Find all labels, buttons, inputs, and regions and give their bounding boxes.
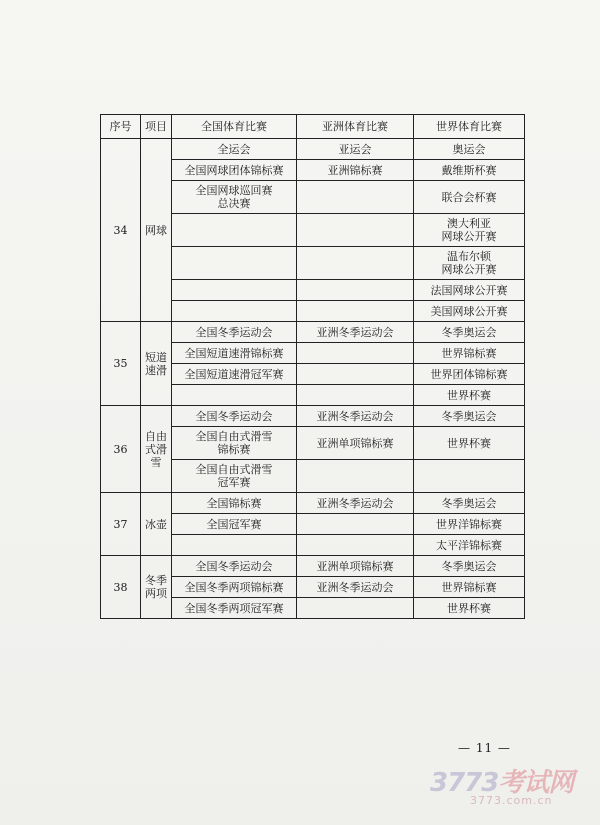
world-event: 冬季奥运会: [414, 493, 525, 514]
table-row: [101, 556, 525, 577]
world-event: 奥运会: [414, 139, 525, 160]
national-event: 全国网球巡回赛 总决赛: [172, 181, 297, 214]
national-event: 全运会: [172, 139, 297, 160]
world-event: 冬季奥运会: [414, 406, 525, 427]
world-event: 世界锦标赛: [414, 343, 525, 364]
national-event: [172, 385, 297, 406]
national-event: 全国短道速滑锦标赛: [172, 343, 297, 364]
asian-event: [297, 214, 414, 247]
asian-event: [297, 343, 414, 364]
asian-event: [297, 280, 414, 301]
national-event: [172, 247, 297, 280]
asian-event: 亚洲单项锦标赛: [297, 556, 414, 577]
sport-name: 短道 速滑: [141, 322, 172, 406]
table-row: [101, 139, 525, 160]
watermark-logo-accent: 考试网: [498, 768, 574, 798]
world-event: 法国网球公开赛: [414, 280, 525, 301]
asian-event: 亚洲冬季运动会: [297, 406, 414, 427]
watermark-url: 3773.com.cn: [470, 794, 553, 807]
asian-event: [297, 181, 414, 214]
national-event: 全国自由式滑雪 冠军赛: [172, 460, 297, 493]
sport-name: 冬季 两项: [141, 556, 172, 619]
sport-name: 网球: [141, 139, 172, 322]
table-row: [101, 406, 525, 427]
sport-number: 36: [101, 406, 141, 493]
world-event: 澳大利亚 网球公开赛: [414, 214, 525, 247]
national-event: 全国自由式滑雪 锦标赛: [172, 427, 297, 460]
asian-event: 亚洲单项锦标赛: [297, 427, 414, 460]
national-event: 全国短道速滑冠军赛: [172, 364, 297, 385]
world-event: [414, 460, 525, 493]
header-asian: 亚洲体育比赛: [297, 115, 414, 139]
asian-event: [297, 301, 414, 322]
asian-event: [297, 364, 414, 385]
national-event: 全国冬季运动会: [172, 322, 297, 343]
asian-event: 亚运会: [297, 139, 414, 160]
world-event: 温布尔顿 网球公开赛: [414, 247, 525, 280]
world-event: 世界杯赛: [414, 598, 525, 619]
world-event: 太平洋锦标赛: [414, 535, 525, 556]
sport-number: 35: [101, 322, 141, 406]
header-world: 世界体育比赛: [414, 115, 525, 139]
asian-event: [297, 535, 414, 556]
world-event: 戴维斯杯赛: [414, 160, 525, 181]
header-national: 全国体育比赛: [172, 115, 297, 139]
world-event: 世界团体锦标赛: [414, 364, 525, 385]
asian-event: [297, 385, 414, 406]
world-event: 世界洋锦标赛: [414, 514, 525, 535]
asian-event: 亚洲冬季运动会: [297, 322, 414, 343]
sport-name: 自由 式滑 雪: [141, 406, 172, 493]
sport-number: 37: [101, 493, 141, 556]
world-event: 世界杯赛: [414, 385, 525, 406]
world-event: 冬季奥运会: [414, 322, 525, 343]
table-row: [101, 493, 525, 514]
asian-event: 亚洲冬季运动会: [297, 577, 414, 598]
national-event: [172, 214, 297, 247]
sport-name: 冰壶: [141, 493, 172, 556]
header-no: 序号: [101, 115, 141, 139]
world-event: 世界锦标赛: [414, 577, 525, 598]
national-event: 全国锦标赛: [172, 493, 297, 514]
national-event: 全国网球团体锦标赛: [172, 160, 297, 181]
national-event: 全国冬季两项冠军赛: [172, 598, 297, 619]
world-event: 联合会杯赛: [414, 181, 525, 214]
asian-event: 亚洲锦标赛: [297, 160, 414, 181]
world-event: 美国网球公开赛: [414, 301, 525, 322]
world-event: 冬季奥运会: [414, 556, 525, 577]
header-item: 项目: [141, 115, 172, 139]
national-event: [172, 535, 297, 556]
watermark-logo-digits: 3773: [430, 768, 499, 798]
site-watermark-logo: [430, 762, 590, 812]
competition-table: [100, 114, 525, 619]
national-event: 全国冬季两项锦标赛: [172, 577, 297, 598]
asian-event: [297, 598, 414, 619]
asian-event: 亚洲冬季运动会: [297, 493, 414, 514]
national-event: 全国冬季运动会: [172, 406, 297, 427]
national-event: 全国冠军赛: [172, 514, 297, 535]
header-row: [101, 115, 525, 139]
asian-event: [297, 460, 414, 493]
national-event: 全国冬季运动会: [172, 556, 297, 577]
sport-number: 38: [101, 556, 141, 619]
page-number: — 11 —: [458, 741, 511, 755]
asian-event: [297, 247, 414, 280]
world-event: 世界杯赛: [414, 427, 525, 460]
table-row: [101, 322, 525, 343]
asian-event: [297, 514, 414, 535]
sport-number: 34: [101, 139, 141, 322]
national-event: [172, 280, 297, 301]
national-event: [172, 301, 297, 322]
